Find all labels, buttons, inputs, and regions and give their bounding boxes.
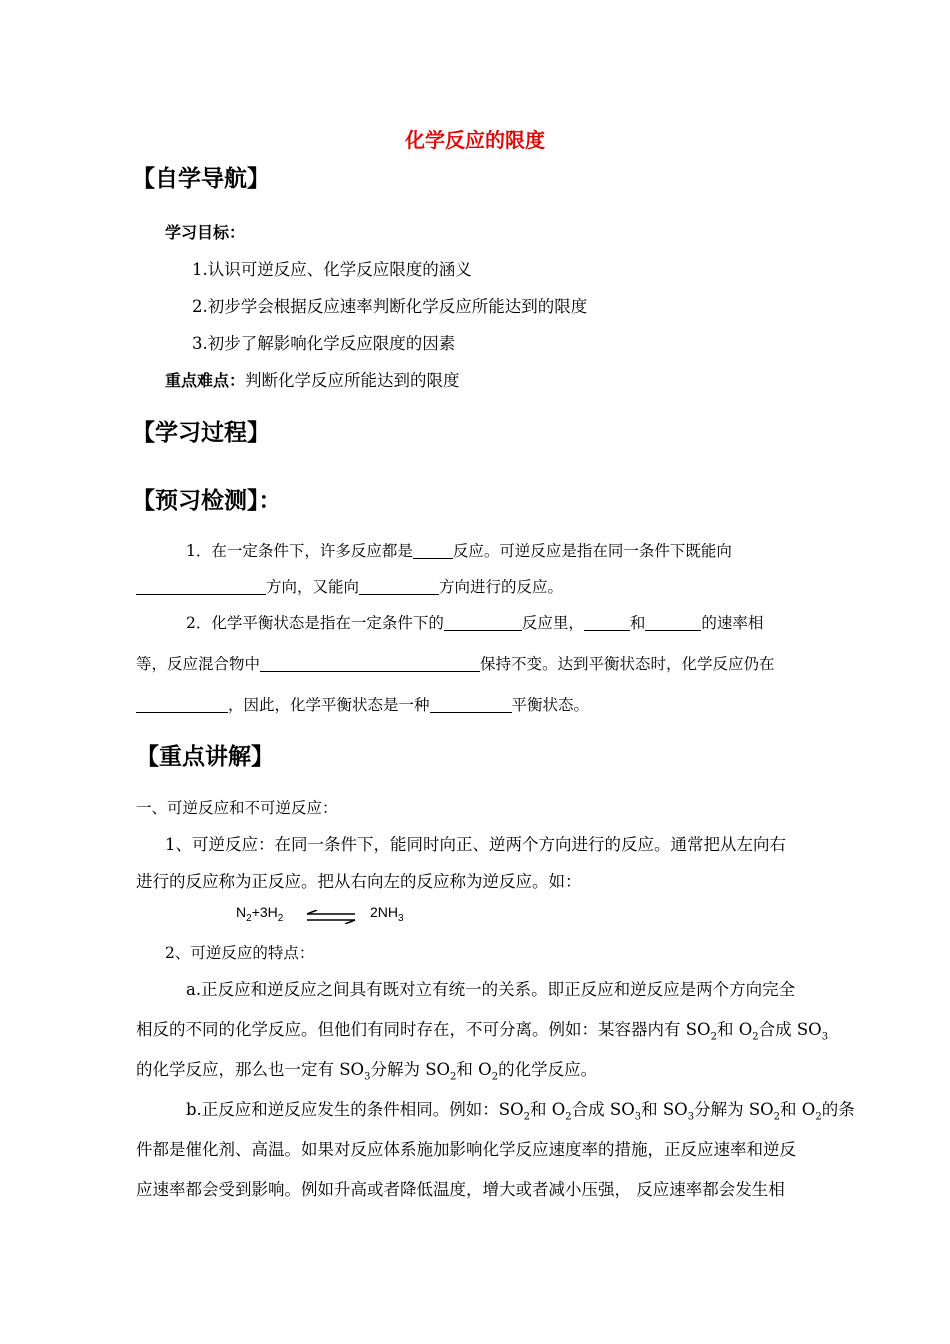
q2-line3: ，因此，化学平衡状态是一种 平衡状态。 [136,693,589,715]
blank [645,614,701,631]
section-heading-process: 【学习过程】 [132,420,270,446]
blank [136,696,228,713]
paragraph: 应速率都会受到影响。例如升高或者降低温度，增大或者减小压强， 反应速率都会发生相 [136,1180,785,1199]
equilibrium-arrow-icon [305,910,357,924]
section-heading-self-study: 【自学导航】 [132,166,270,192]
blank [136,578,266,595]
q2-line1: 2．化学平衡状态是指在一定条件下的 反应里， 和 的速率相 [186,614,764,632]
goals-label: 学习目标： [165,223,246,242]
blank [413,542,453,559]
page-title: 化学反应的限度 [405,128,545,152]
blank [359,578,439,595]
paragraph: 的化学反应，那么也一定有 $SO_3$分解为 $SO_2$和 $O_2$的化学反应。 [136,1060,598,1083]
blank [444,614,522,631]
paragraph: 2、可逆反应的特点： [165,944,315,962]
section-heading-key-explanation: 【重点讲解】 [136,744,274,770]
key-points [165,367,460,391]
key-label: 重点难点： [165,371,246,390]
blank [430,696,512,713]
equation-left: $N_2+3H_2$ [236,904,284,924]
paragraph: 进行的反应称为正反应。把从右向左的反应称为逆反应。如： [136,872,582,891]
key-text: 判断化学反应所能达到的限度 [245,371,460,390]
q2-line2: 等，反应混合物中 保持不变。达到平衡状态时，化学反应仍在 [136,655,775,673]
goal-item: 3.初步了解影响化学反应限度的因素 [192,334,456,353]
goal-item: 2.初步学会根据反应速率判断化学反应所能达到的限度 [192,297,588,316]
paragraph: 一、可逆反应和不可逆反应： [136,799,338,817]
blank [260,655,480,672]
paragraph: a.正反应和逆反应之间具有既对立有统一的关系。即正反应和逆反应是两个方向完全 [186,980,796,999]
paragraph: 件都是催化剂、高温。如果对反应体系施加影响化学反应速度率的措施，正反应速率和逆反 [136,1140,796,1159]
equation-right: $2NH_3$ [370,904,404,924]
q1-line1: 1．在一定条件下，许多反应都是 反应。可逆反应是指在同一条件下既能向 [186,542,732,560]
paragraph: 1、可逆反应：在同一条件下，能同时向正、逆两个方向进行的反应。通常把从左向右 [165,835,786,854]
paragraph: 相反的不同的化学反应。但他们有同时存在，不可分离。例如：某容器内有 $SO_2$和 $O_2$合成 $SO_3$ [136,1020,829,1043]
goal-item: 1.认识可逆反应、化学反应限度的涵义 [192,260,472,279]
paragraph: b.正反应和逆反应发生的条件相同。例如：$SO_2$和 $O_2$合成 $SO_3$和 $SO_3$分解为 $SO_2$和 $O_2$的条 [186,1100,855,1123]
section-heading-preview: 【预习检测】： [132,488,282,514]
q1-line2: 方向，又能向 方向进行的反应。 [136,575,563,597]
blank [584,614,630,631]
